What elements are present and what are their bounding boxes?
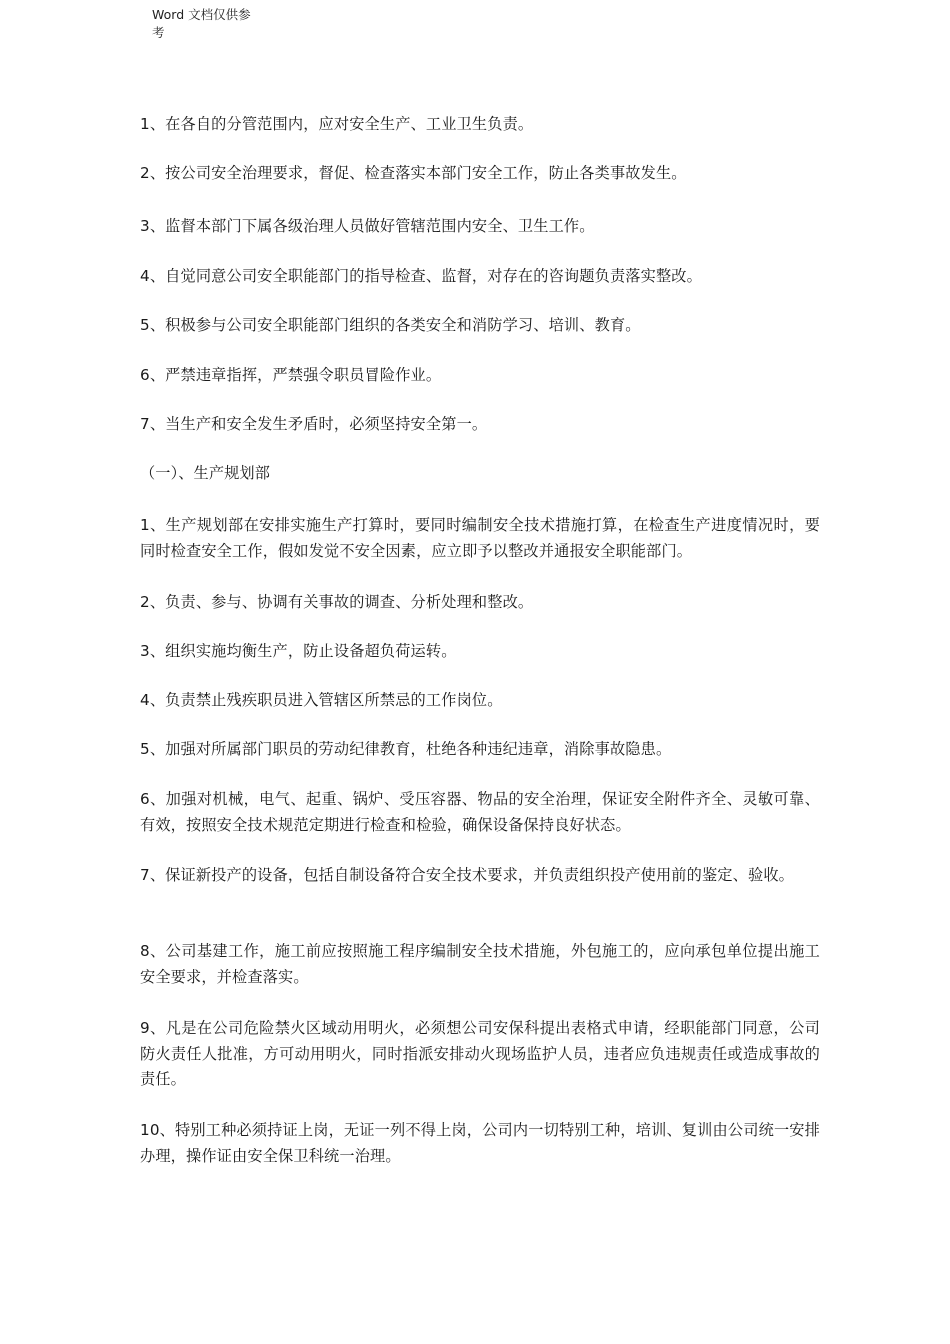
paragraph-1: 1、在各自的分管范围内，应对安全生产、工业卫生负责。 — [140, 115, 534, 133]
paragraph-12: 5、加强对所属部门职员的劳动纪律教育，杜绝各种违纪违章，消除事故隐患。 — [140, 740, 672, 758]
page-header — [152, 6, 272, 42]
paragraph-10: 3、组织实施均衡生产，防止设备超负荷运转。 — [140, 642, 457, 660]
paragraph-9: 2、负责、参与、协调有关事故的调查、分析处理和整改。 — [140, 593, 534, 611]
paragraph-13: 6、加强对机械，电气、起重、锅炉、受压容器、物品的安全治理，保证安全附件齐全、灵敏可靠、有效，按照安全技术规范定期进行检查和检验，确保设备保持良好状态。 — [140, 790, 820, 834]
paragraph-7: 7、当生产和安全发生矛盾时，必须坚持安全第一。 — [140, 415, 488, 433]
paragraph-15: 8、公司基建工作，施工前应按照施工程序编制安全技术措施，外包施工的，应向承包单位提出施工安全要求，并检查落实。 — [140, 942, 820, 986]
paragraph-2: 2、按公司安全治理要求，督促、检查落实本部门安全工作，防止各类事故发生。 — [140, 164, 687, 182]
header-line-1: Word 文档仅供参 — [152, 7, 251, 22]
paragraph-5: 5、积极参与公司安全职能部门组织的各类安全和消防学习、培训、教育。 — [140, 316, 641, 334]
paragraph-14: 7、保证新投产的设备，包括自制设备符合安全技术要求，并负责组织投产使用前的鉴定、验收。 — [140, 866, 794, 884]
paragraph-6: 6、严禁违章指挥，严禁强令职员冒险作业。 — [140, 366, 442, 384]
paragraph-4: 4、自觉同意公司安全职能部门的指导检查、监督，对存在的咨询题负责落实整改。 — [140, 267, 702, 285]
paragraph-3: 3、监督本部门下属各级治理人员做好管辖范围内安全、卫生工作。 — [140, 217, 595, 235]
section-heading: （一）、生产规划部 — [140, 464, 270, 482]
paragraph-8: 1、生产规划部在安排实施生产打算时，要同时编制安全技术措施打算，在检查生产进度情况时，要同时检查安全工作，假如发觉不安全因素，应立即予以整改并通报安全职能部门。 — [140, 516, 820, 560]
paragraph-11: 4、负责禁止残疾职员进入管辖区所禁忌的工作岗位。 — [140, 691, 503, 709]
paragraph-16: 9、凡是在公司危险禁火区域动用明火，必须想公司安保科提出表格式申请，经职能部门同意，公司防火责任人批准，方可动用明火，同时指派安排动火现场监护人员，违者应负违规责任或造成事故的责任。 — [140, 1019, 820, 1088]
header-line-2: 考 — [152, 25, 165, 40]
paragraph-17: 10、特别工种必须持证上岗，无证一列不得上岗，公司内一切特别工种，培训、复训由公司统一安排办理，操作证由安全保卫科统一治理。 — [140, 1121, 820, 1165]
